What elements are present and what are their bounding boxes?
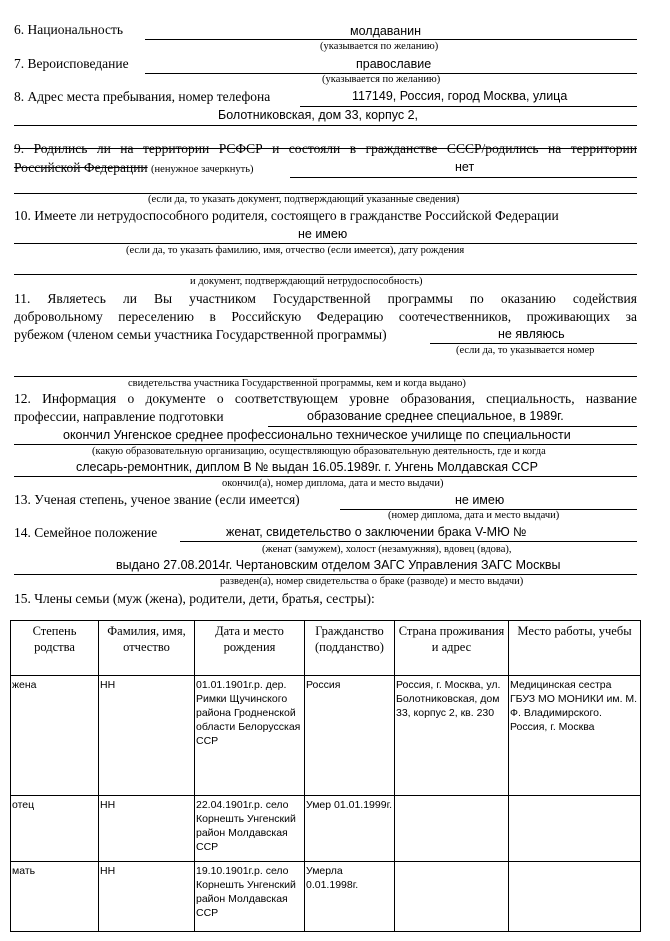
religion-hint: (указывается по желанию)	[322, 74, 441, 85]
cell-citizenship: Умер 01.01.1999г.	[305, 796, 395, 862]
disabled-parent-label: 10. Имеете ли нетрудоспособного родителя, состоящего в гражданстве Российской Федерации	[14, 208, 559, 223]
nationality-label: 6. Национальность	[14, 22, 124, 37]
marital-label: 14. Семейное положение	[14, 525, 158, 540]
table-row	[11, 676, 641, 796]
cell-residence	[395, 796, 509, 862]
col-full-name: Фамилия, имя, отчество	[99, 621, 195, 676]
col-residence: Страна проживания и адрес	[395, 621, 509, 676]
birth-territory-value: нет	[455, 160, 475, 174]
cell-residence: Россия, г. Москва, ул. Болотниковская, дом 33, корпус 2, кв. 230	[395, 676, 509, 796]
religion-value: православие	[356, 57, 432, 71]
col-kinship: Степень родства	[11, 621, 99, 676]
cell-residence	[395, 862, 509, 932]
nationality-hint: (указывается по желанию)	[320, 41, 439, 52]
table-row	[11, 796, 641, 862]
education-line2: профессии, направление подготовки	[14, 409, 224, 424]
address-label: 8. Адрес места пребывания, номер телефона	[14, 89, 271, 104]
program-line3: рубежом (членом семьи участника Государственной программы)	[14, 327, 387, 342]
col-birth: Дата и место рождения	[195, 621, 305, 676]
program-value: не являюсь	[498, 327, 565, 341]
program-hint-1: (если да, то указывается номер	[456, 345, 595, 356]
marital-value-1: женат, свидетельство о заключении брака V-МЮ №	[226, 525, 527, 539]
cell-full-name: НН	[99, 676, 195, 796]
family-table-header	[11, 621, 641, 676]
cell-birth: 19.10.1901г.р. село Корнешть Унгенский район Молдавская ССР	[195, 862, 305, 932]
cell-kinship: мать	[11, 862, 99, 932]
disabled-parent-value: не имею	[298, 227, 348, 241]
program-line1: 11. Являетесь ли Вы участником Государственной программы по оказанию содействия	[14, 291, 637, 306]
family-members-label: 15. Члены семьи (муж (жена), родители, дети, братья, сестры):	[14, 591, 375, 606]
religion-label: 7. Вероисповедание	[14, 56, 129, 71]
cell-kinship: отец	[11, 796, 99, 862]
birth-territory-line2	[14, 160, 254, 176]
education-value-2: окончил Унгенское среднее профессионально техническое училище по специальности	[63, 428, 571, 442]
col-work: Место работы, учебы	[509, 621, 641, 676]
degree-hint: (номер диплома, дата и место выдачи)	[388, 510, 560, 521]
marital-hint-2: разведен(а), номер свидетельства о браке (разводе) и место выдачи)	[220, 576, 524, 587]
cell-kinship: жена	[11, 676, 99, 796]
cell-birth: 01.01.1901г.р. дер. Римки Щучинского района Гродненской области Белорусская ССР	[195, 676, 305, 796]
program-hint-2: свидетельства участника Государственной программы, кем и когда выдано)	[128, 378, 466, 389]
disabled-parent-hint-1: (если да, то указать фамилию, имя, отчество (если имеется), дату рождения	[126, 245, 465, 256]
cell-full-name: НН	[99, 862, 195, 932]
birth-territory-strike: Российской Федерации	[14, 160, 148, 175]
cell-full-name: НН	[99, 796, 195, 862]
cell-work	[509, 796, 641, 862]
degree-value: не имею	[455, 493, 505, 507]
birth-territory-hint-strike: (ненужное зачеркнуть)	[151, 164, 254, 175]
education-value-1: образование среднее специальное, в 1989г.	[307, 409, 564, 423]
program-line2: добровольному переселению в Российскую Федерацию соотечественников, проживающих за	[14, 309, 637, 324]
cell-work	[509, 862, 641, 932]
marital-hint-1: (женат (замужем), холост (незамужняя), вдовец (вдова),	[262, 544, 512, 555]
table-row	[11, 862, 641, 932]
address-value-2: Болотниковская, дом 33, корпус 2,	[218, 108, 419, 122]
nationality-value: молдаванин	[350, 24, 422, 38]
degree-label: 13. Ученая степень, ученое звание (если имеется)	[14, 492, 300, 507]
education-line1: 12. Информация о документе о соответствующем уровне образования, специальность, название	[14, 391, 637, 406]
birth-territory-hint: (если да, то указать документ, подтверждающий указанные сведения)	[148, 194, 460, 205]
birth-territory-line1: 9. Родились ли на территории РСФСР и состояли в гражданстве СССР/родились на территории	[14, 141, 637, 156]
col-citizenship: Гражданство (подданство)	[305, 621, 395, 676]
education-hint-1: (какую образовательную организацию, осуществляющую образовательную деятельность, где и когда	[92, 446, 546, 457]
cell-work: Медицинская сестра ГБУЗ МО МОНИКИ им. М. Ф. Владимирского. Россия, г. Москва	[509, 676, 641, 796]
family-table	[10, 620, 641, 932]
cell-citizenship: Россия	[305, 676, 395, 796]
education-value-3: слесарь-ремонтник, диплом В № выдан 16.05.1989г. г. Унгень Молдавская ССР	[76, 460, 538, 474]
cell-birth: 22.04.1901г.р. село Корнешть Унгенский район Молдавская ССР	[195, 796, 305, 862]
education-hint-2: окончил(а), номер диплома, дата и место выдачи)	[222, 478, 444, 489]
disabled-parent-hint-2: и документ, подтверждающий нетрудоспособность)	[190, 276, 423, 287]
cell-citizenship: Умерла 0.01.1998г.	[305, 862, 395, 932]
address-value-1: 117149, Россия, город Москва, улица	[352, 89, 568, 103]
marital-value-2: выдано 27.08.2014г. Чертановским отделом ЗАГС Управления ЗАГС Москвы	[116, 558, 561, 572]
